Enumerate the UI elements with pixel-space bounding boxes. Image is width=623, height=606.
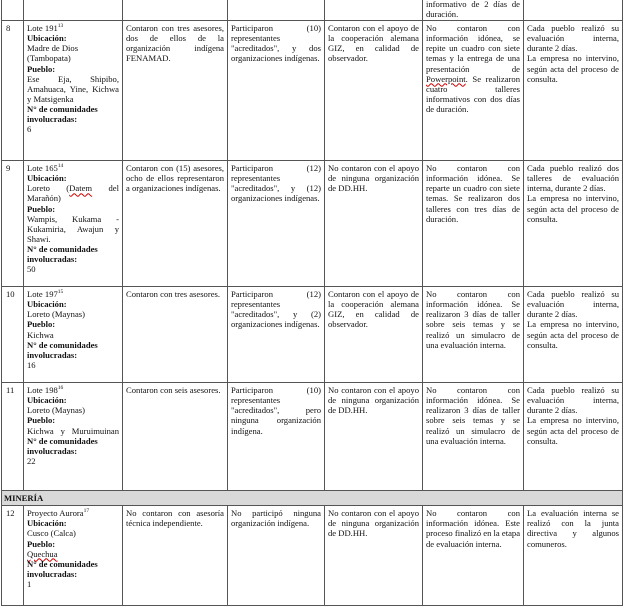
cell-num: [2, 383, 24, 491]
comunidades-value: 6: [27, 124, 32, 135]
cell-apoyo: [325, 0, 423, 21]
cell-num: [2, 287, 24, 383]
cell-apoyo: [325, 506, 423, 606]
comunidades-value: 16: [27, 359, 36, 370]
cell-asesores: [123, 383, 228, 491]
asesores-text: Contaron con seis asesores.: [126, 385, 221, 396]
pueblo-label: Pueblo:: [27, 203, 56, 214]
cell-participacion: [228, 0, 325, 21]
pueblo-value: Kichwa y Muruimuinan: [27, 425, 119, 436]
row-number: 8: [6, 23, 11, 34]
info-text: informativo de 2 días de duración.: [426, 0, 520, 20]
info-text-b: . Se realizaron cuatro talleres informativos con dos días de duración.: [426, 73, 520, 114]
pueblo-label: Pueblo:: [27, 63, 56, 74]
section-title: MINERÍA: [2, 491, 623, 506]
row-number: 12: [6, 508, 15, 519]
cell-participacion: [228, 287, 325, 383]
cell-informacion: [423, 161, 524, 287]
ubicacion-label: Ubicación:: [27, 173, 67, 184]
cell-evaluacion: [524, 506, 623, 606]
pueblo-value: Kichwa: [27, 329, 54, 340]
pueblo-label: Pueblo:: [27, 319, 56, 330]
table-row: [2, 383, 623, 491]
section-header-row: [2, 491, 623, 506]
table-row: [2, 287, 623, 383]
cell-evaluacion: [524, 0, 623, 21]
cell-apoyo: [325, 21, 423, 161]
cell-informacion: [423, 383, 524, 491]
project-name: Proyecto Aurora: [27, 508, 84, 519]
footnote-ref: 15: [57, 289, 64, 296]
asesores-text: Contaron con (15) asesores, ocho de ellos representaron a organizaciones indígenas.: [126, 163, 224, 194]
cell-num: [2, 161, 24, 287]
table-row: [2, 0, 623, 21]
cell-lote: [24, 21, 123, 161]
cell-informacion: [423, 0, 524, 21]
cell-lote: [24, 161, 123, 287]
cell-asesores: [123, 21, 228, 161]
pueblo-value: Wampis, Kukama - Kukamiria, Awajun y Shawi.: [27, 213, 119, 244]
footnote-ref: 16: [57, 385, 64, 392]
comunidades-label: N° de comunidades involucradas:: [27, 243, 98, 265]
ubicacion-value: Loreto (Maynas): [27, 309, 85, 320]
lote-name: Lote 197: [27, 289, 58, 300]
footnote-ref: 17: [83, 508, 90, 515]
evaluacion-text: La empresa no intervino, según acta del proceso de consulta.: [527, 53, 619, 84]
info-text: No contaron con información idónea. Este proceso finalizó en la etapa de evaluación interna.: [426, 508, 521, 549]
apoyo-text: No contaron con el apoyo de ninguna organización de DD.HH.: [328, 385, 419, 416]
evaluacion-text: Cada pueblo realizó su evaluación interna, durante 2 días.: [527, 289, 619, 320]
info-text-a: No contaron con información idónea, se repite un cuadro con siete temas y la entrega de una presentación de: [426, 23, 520, 74]
evaluacion-text: Cada pueblo realizó su evaluación interna, durante 2 días.: [527, 23, 619, 54]
asesores-text: Contaron con tres asesores.: [126, 289, 221, 300]
cell-num: [2, 21, 24, 161]
participacion-text: Participaron (12) representantes "acreditados", y (12) organizaciones indígenas.: [231, 163, 321, 204]
ubicacion-label: Ubicación:: [27, 299, 67, 310]
apoyo-text: Contaron con el apoyo de la cooperación alemana GIZ, en calidad de observador.: [328, 289, 419, 330]
ubicacion-value: Loreto (Maynas): [27, 405, 85, 416]
cell-apoyo: [325, 383, 423, 491]
cell-lote: [24, 287, 123, 383]
info-text: No contaron con información idónea. Se realizaron 3 días de taller sobre seis temas y se realizó un simulacro de una evaluación interna.: [426, 385, 520, 446]
info-text: No contaron con información idónea. Se reparte un cuadro con siete temas. Se realizaron dos talleres con tres días de duración.: [426, 163, 520, 224]
cell-asesores: [123, 506, 228, 606]
table-row: [2, 21, 623, 161]
ubicacion-label: Ubicación:: [27, 33, 67, 44]
cell-evaluacion: [524, 287, 623, 383]
row-number: 10: [6, 289, 15, 300]
pueblo-value: Quechua: [27, 548, 58, 559]
evaluacion-text: La empresa no intervino, según acta del proceso de consulta.: [527, 319, 619, 350]
asesores-text: No contaron con asesoría técnica independiente.: [126, 508, 224, 529]
comunidades-label: N° de comunidades involucradas:: [27, 558, 98, 579]
cell-evaluacion: [524, 21, 623, 161]
info-text: No contaron con información idónea. Se realizaron 3 días de taller sobre seis temas y se realizó un simulacro de una evaluación interna.: [426, 289, 520, 350]
lote-name: Lote 198: [27, 385, 58, 396]
cell-num: [2, 506, 24, 606]
ubicacion-label: Ubicación:: [27, 395, 67, 406]
cell-participacion: [228, 21, 325, 161]
cell-participacion: [228, 506, 325, 606]
participacion-text: No participó ninguna organización indígena.: [231, 508, 321, 529]
row-number: 11: [6, 385, 15, 396]
pueblo-value: Ese Eja, Shipibo, Amahuaca, Yine, Kichwa y Matsigenka: [27, 73, 119, 104]
ubicacion-value: Cusco (Calca): [27, 528, 76, 539]
ubicacion-label: Ubicación:: [27, 518, 67, 529]
cell-num: [2, 0, 24, 21]
apoyo-text: No contaron con el apoyo de ninguna organización de DD.HH.: [328, 508, 419, 539]
ubicacion-value: Madre de Dios (Tambopata): [27, 43, 79, 64]
table-row: [2, 161, 623, 287]
comunidades-label: N° de comunidades involucradas:: [27, 103, 98, 125]
row-number: 9: [6, 163, 11, 174]
comunidades-label: N° de comunidades involucradas:: [27, 339, 98, 360]
participacion-text: Participaron (10) representantes "acreditados", y dos organizaciones indígenas.: [231, 23, 321, 64]
cell-informacion: [423, 287, 524, 383]
cell-participacion: [228, 161, 325, 287]
cell-participacion: [228, 383, 325, 491]
cell-asesores: [123, 161, 228, 287]
apoyo-text: Contaron con el apoyo de la cooperación alemana GIZ, en calidad de observador.: [328, 23, 419, 64]
cell-lote: [24, 506, 123, 606]
cell-asesores: [123, 287, 228, 383]
evaluacion-text: La evaluación interna se realizó con la junta directiva y algunos comuneros.: [527, 508, 619, 549]
participacion-text: Participaron (10) representantes "acreditados", pero ninguna organización indígena.: [231, 385, 321, 436]
evaluacion-text: Cada pueblo realizó dos talleres de evaluación interna, durante 2 días.: [527, 163, 619, 194]
asesores-text: Contaron con tres asesores, dos de ellos de la organización indígena FENAMAD.: [126, 23, 224, 64]
evaluacion-text: La empresa no intervino, según acta del proceso de consulta.: [527, 415, 619, 446]
info-misspelled-word: Powerpoint: [426, 73, 466, 84]
ubicacion-misspelled-word: Datem: [69, 183, 93, 194]
comunidades-value: 22: [27, 455, 36, 466]
cell-apoyo: [325, 287, 423, 383]
lote-name: Lote 165: [27, 163, 58, 174]
table-row: [2, 506, 623, 606]
footnote-ref: 14: [57, 163, 64, 170]
comunidades-value: 1: [27, 578, 32, 589]
ubicacion-value: del Marañón): [27, 183, 119, 204]
evaluacion-text: Cada pueblo realizó su evaluación interna, durante 2 días.: [527, 385, 619, 416]
consultation-table: [1, 0, 623, 606]
cell-lote: [24, 0, 123, 21]
cell-informacion: [423, 506, 524, 606]
cell-apoyo: [325, 161, 423, 287]
pueblo-label: Pueblo:: [27, 415, 56, 426]
lote-name: Lote 191: [27, 23, 58, 34]
cell-asesores: [123, 0, 228, 21]
pueblo-label: Pueblo:: [27, 538, 56, 549]
cell-evaluacion: [524, 383, 623, 491]
evaluacion-text: La empresa no intervino, según acta del proceso de consulta.: [527, 193, 619, 224]
apoyo-text: No contaron con el apoyo de ninguna organización de DD.HH.: [328, 163, 419, 194]
ubicacion-value: Loreto (: [27, 183, 70, 194]
footnote-ref: 13: [57, 23, 64, 30]
cell-evaluacion: [524, 161, 623, 287]
comunidades-label: N° de comunidades involucradas:: [27, 435, 98, 456]
cell-lote: [24, 383, 123, 491]
comunidades-value: 50: [27, 264, 36, 275]
participacion-text: Participaron (12) representantes "acreditados", y (2) organizaciones indígenas.: [231, 289, 321, 330]
cell-informacion: [423, 21, 524, 161]
